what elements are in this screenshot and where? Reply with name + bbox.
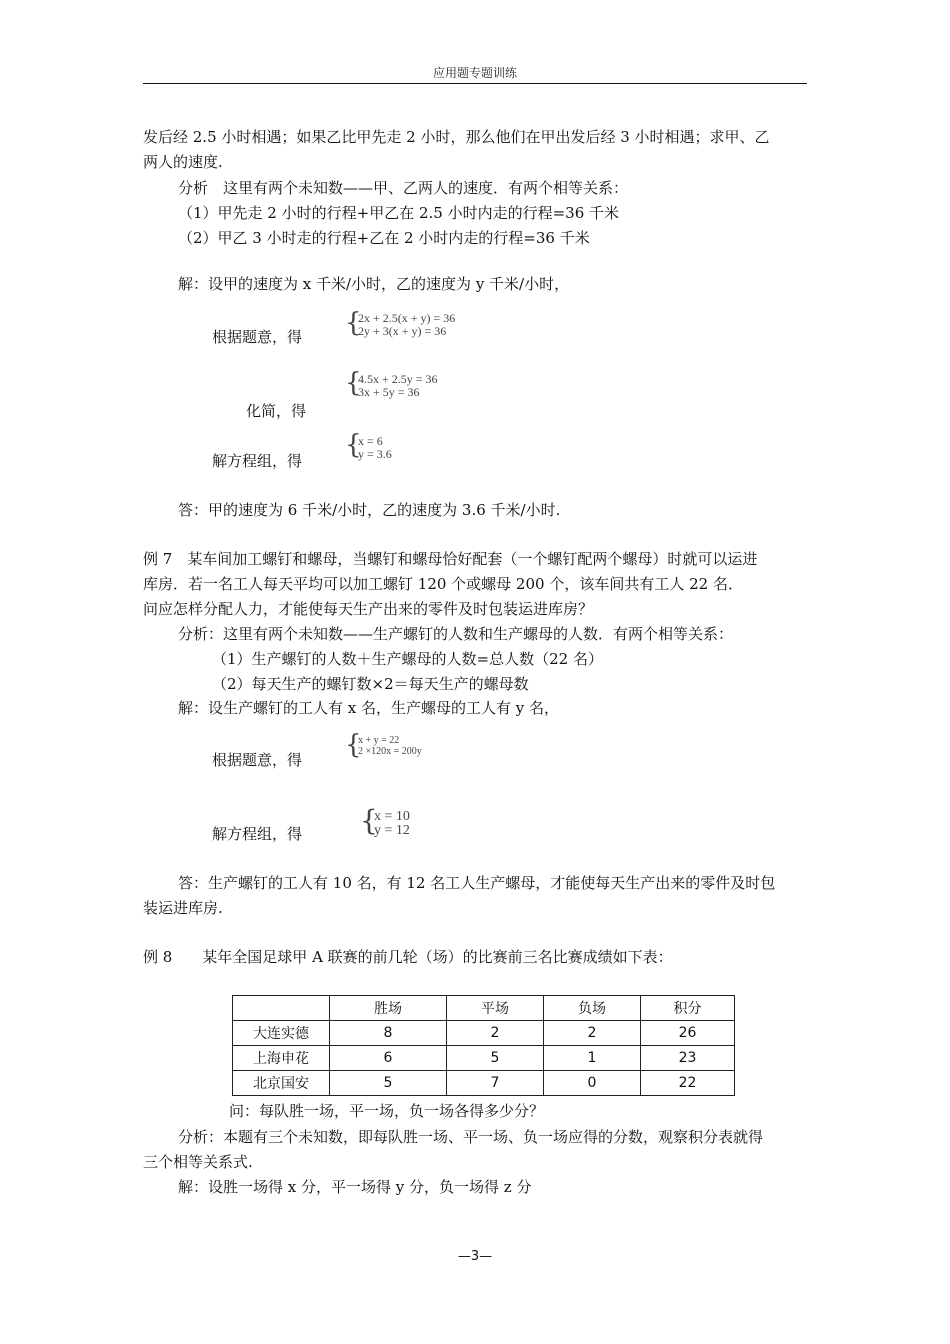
ex6-analysis: 分析 这里有两个未知数——甲、乙两人的速度．有两个相等关系： <box>178 179 629 197</box>
ex7-step1-eq2: 2 ×120x = 200y <box>358 746 422 757</box>
ex8-solution: 解：设胜一场得 x 分，平一场得 y 分，负一场得 z 分 <box>178 1178 532 1196</box>
ex7-step1-eq1: x + y = 22 <box>358 735 400 746</box>
ex6-step2-label: 化简，得 <box>246 402 307 420</box>
table-cell: 1 <box>544 1046 641 1071</box>
ex6-line2: 两人的速度. <box>143 153 223 171</box>
table-cell: 5 <box>447 1046 544 1071</box>
table-cell: 26 <box>641 1021 735 1046</box>
table-header-row <box>233 996 735 1021</box>
table-cell: 上海申花 <box>233 1046 330 1071</box>
ex7-analysis: 分析：这里有两个未知数——生产螺钉的人数和生产螺母的人数．有两个相等关系： <box>178 625 734 643</box>
ex6-solution: 解：设甲的速度为 x 千米/小时，乙的速度为 y 千米/小时， <box>178 275 570 293</box>
ex6-line1: 发后经 2.5 小时相遇；如果乙比甲先走 2 小时，那么他们在甲出发后经 3 小时相遇；求甲、乙 <box>143 128 770 146</box>
ex7-step2-eq2: y = 12 <box>374 823 410 838</box>
table-cell: 2 <box>447 1021 544 1046</box>
table-cell: 6 <box>330 1046 447 1071</box>
ex8-line1: 例 8 某年全国足球甲 A 联赛的前几轮（场）的比赛前三名比赛成绩如下表： <box>143 948 673 966</box>
ex7-step1-brace: { <box>345 730 362 760</box>
table-cell: 5 <box>330 1071 447 1096</box>
table-cell: 7 <box>447 1071 544 1096</box>
ex7-line2: 库房．若一名工人每天平均可以加工螺钉 120 个或螺母 200 个，该车间共有工人 22 名． <box>143 575 743 593</box>
ex6-step1-eq2: 2y + 3(x + y) = 36 <box>358 324 447 338</box>
ex7-answer-line2: 装运进库房. <box>143 899 223 917</box>
ex7-line3: 问应怎样分配人力，才能使每天生产出来的零件及时包装运进库房？ <box>143 600 594 618</box>
table-header-cell: 积分 <box>641 996 735 1021</box>
ex6-relation-1: （1）甲先走 2 小时的行程+甲乙在 2.5 小时内走的行程=36 千米 <box>178 204 620 222</box>
ex6-step1-eq1: 2x + 2.5(x + y) = 36 <box>358 311 456 325</box>
table-header-cell: 平场 <box>447 996 544 1021</box>
page-number: —3— <box>457 1249 493 1264</box>
page-header: 应用题专题训练 <box>432 66 517 80</box>
ex6-step3-eq2: y = 3.6 <box>358 447 392 461</box>
table-cell: 0 <box>544 1071 641 1096</box>
score-table <box>232 995 735 1096</box>
table-cell: 8 <box>330 1021 447 1046</box>
ex6-step2-eq1: 4.5x + 2.5y = 36 <box>358 372 438 386</box>
ex6-step3-eq1: x = 6 <box>358 434 383 448</box>
ex6-step1-brace: { <box>345 308 362 338</box>
table-row <box>233 1071 735 1096</box>
ex7-step1-label: 根据题意，得 <box>212 751 303 769</box>
ex6-step2-eq2: 3x + 5y = 36 <box>358 385 420 399</box>
ex7-line1: 例 7 某车间加工螺钉和螺母，当螺钉和螺母恰好配套（一个螺钉配两个螺母）时就可以运进 <box>143 550 758 568</box>
ex6-step3-label: 解方程组，得 <box>212 452 303 470</box>
ex7-step2-eq1: x = 10 <box>374 809 410 824</box>
table-header-cell: 胜场 <box>330 996 447 1021</box>
ex7-answer-line1: 答：生产螺钉的工人有 10 名，有 12 名工人生产螺母，才能使每天生产出来的零件及时包 <box>178 874 776 892</box>
table-cell: 2 <box>544 1021 641 1046</box>
ex8-analysis-line1: 分析：本题有三个未知数，即每队胜一场、平一场、负一场应得的分数，观察积分表就得 <box>178 1128 764 1146</box>
ex6-step3-brace: { <box>345 430 362 460</box>
ex6-relation-2: （2）甲乙 3 小时走的行程+乙在 2 小时内走的行程=36 千米 <box>178 229 590 247</box>
table-cell: 23 <box>641 1046 735 1071</box>
ex7-step2-label: 解方程组，得 <box>212 825 303 843</box>
table-row <box>233 1046 735 1071</box>
header-rule <box>143 83 807 84</box>
ex7-step2-brace: { <box>360 804 378 837</box>
table-row <box>233 1021 735 1046</box>
ex6-step2-brace: { <box>345 368 362 398</box>
table-cell: 北京国安 <box>233 1071 330 1096</box>
ex8-analysis-line2: 三个相等关系式. <box>143 1153 253 1171</box>
ex6-answer: 答：甲的速度为 6 千米/小时，乙的速度为 3.6 千米/小时. <box>178 501 561 519</box>
ex7-relation-2: （2）每天生产的螺钉数×2＝每天生产的螺母数 <box>212 675 529 693</box>
table-cell: 22 <box>641 1071 735 1096</box>
ex7-solution: 解：设生产螺钉的工人有 x 名，生产螺母的工人有 y 名， <box>178 699 560 717</box>
ex7-relation-1: （1）生产螺钉的人数＋生产螺母的人数=总人数（22 名） <box>212 650 603 668</box>
ex8-question: 问：每队胜一场，平一场，负一场各得多少分？ <box>229 1102 545 1120</box>
ex6-step1-label: 根据题意，得 <box>212 328 303 346</box>
table-header-cell: 负场 <box>544 996 641 1021</box>
table-cell: 大连实德 <box>233 1021 330 1046</box>
table-header-cell <box>233 996 330 1021</box>
